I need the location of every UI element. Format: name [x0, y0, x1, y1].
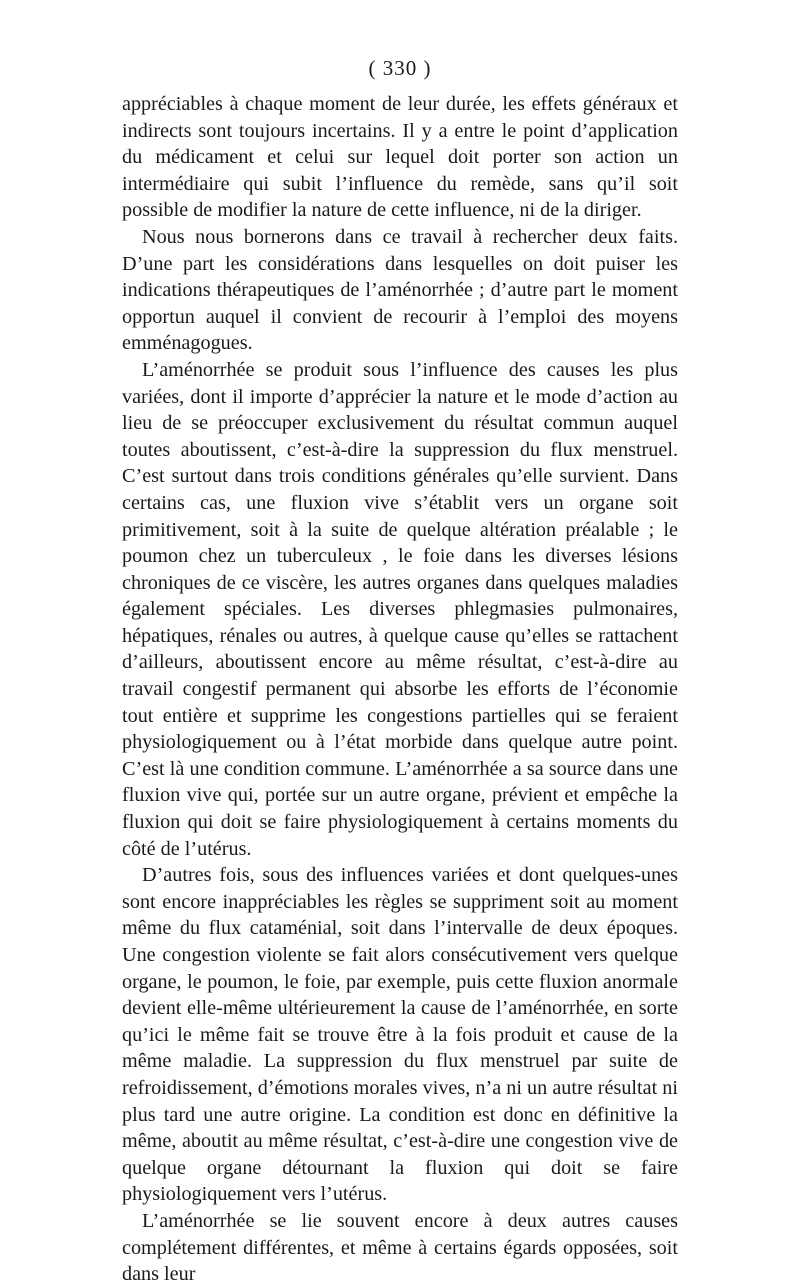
paragraph: L’aménorrhée se produit sous l’influence des causes les plus variées, dont il importe d’apprécier la nature et le mode d’action au lieu de se préoccuper exclusivement du résultat commun auquel toutes aboutissent, c’est-à-dire la suppression du flux menstruel. C’est surtout dans trois conditions générales qu’elle survient. Dans certains cas, une fluxion vive s’établit vers un organe soit primitivement, soit à la suite de quelque altération préalable ; le poumon chez un tuberculeux , le foie dans les diverses lésions chroniques de ce viscère, les autres organes dans quelques maladies également spéciales. Les diverses phlegmasies pulmonaires, hépatiques, rénales ou autres, à quelque cause qu’elles se rattachent d’ailleurs, aboutissent encore au même résultat, c’est-à-dire au travail congestif permanent qui absorbe les efforts de l’économie tout entière et supprime les congestions partielles qui se feraient physiologiquement ou à l’état morbide dans quelque autre point. C’est là une condition commune. L’aménorrhée a sa source dans une fluxion vive qui, portée sur un autre organe, prévient et empêche la fluxion qui doit se faire physiologiquement à certains moments du côté de l’utérus. [122, 358, 678, 860]
paragraph: D’autres fois, sous des influences variées et dont quelques-unes sont encore inappréciables les règles se suppriment soit au moment même du flux cataménial, soit dans l’intervalle de deux époques. Une congestion violente se fait alors consécutivement vers quelque organe, le poumon, le foie, par exemple, puis cette fluxion anormale devient elle-même ultérieurement la cause de l’aménorrhée, en sorte qu’ici le même fait se trouve être à la fois produit et cause de la même maladie. La suppression du flux menstruel par suite de refroidissement, d’émotions morales vives, n’a ni un autre résultat ni plus tard une autre origine. La condition est donc en définitive la même, aboutit au même résultat, c’est-à-dire une congestion vive de quelque organe détournant la fluxion qui doit se faire physiologiquement vers l’utérus. [122, 864, 678, 1206]
paragraph: L’aménorrhée se lie souvent encore à deux autres causes complétement différentes, et même à certains égards opposées, soit dans leur [122, 1209, 678, 1286]
body-text [122, 91, 678, 1288]
paragraph-continued: appréciables à chaque moment de leur durée, les effets généraux et indirects sont toujours incertains. Il y a entre le point d’application du médicament et celui sur lequel doit porter son action un intermédiaire qui subit l’influence du remède, sans qu’il soit possible de modifier la nature de cette influence, ni de la diriger. [122, 93, 678, 222]
page-number: ( 330 ) [368, 56, 432, 80]
paragraph: Nous nous bornerons dans ce travail à rechercher deux faits. D’une part les considérations dans lesquelles on doit puiser les indications thérapeutiques de l’aménorrhée ; d’autre part le moment opportun auquel il convient de recourir à l’emploi des moyens emménagogues. [122, 225, 678, 355]
